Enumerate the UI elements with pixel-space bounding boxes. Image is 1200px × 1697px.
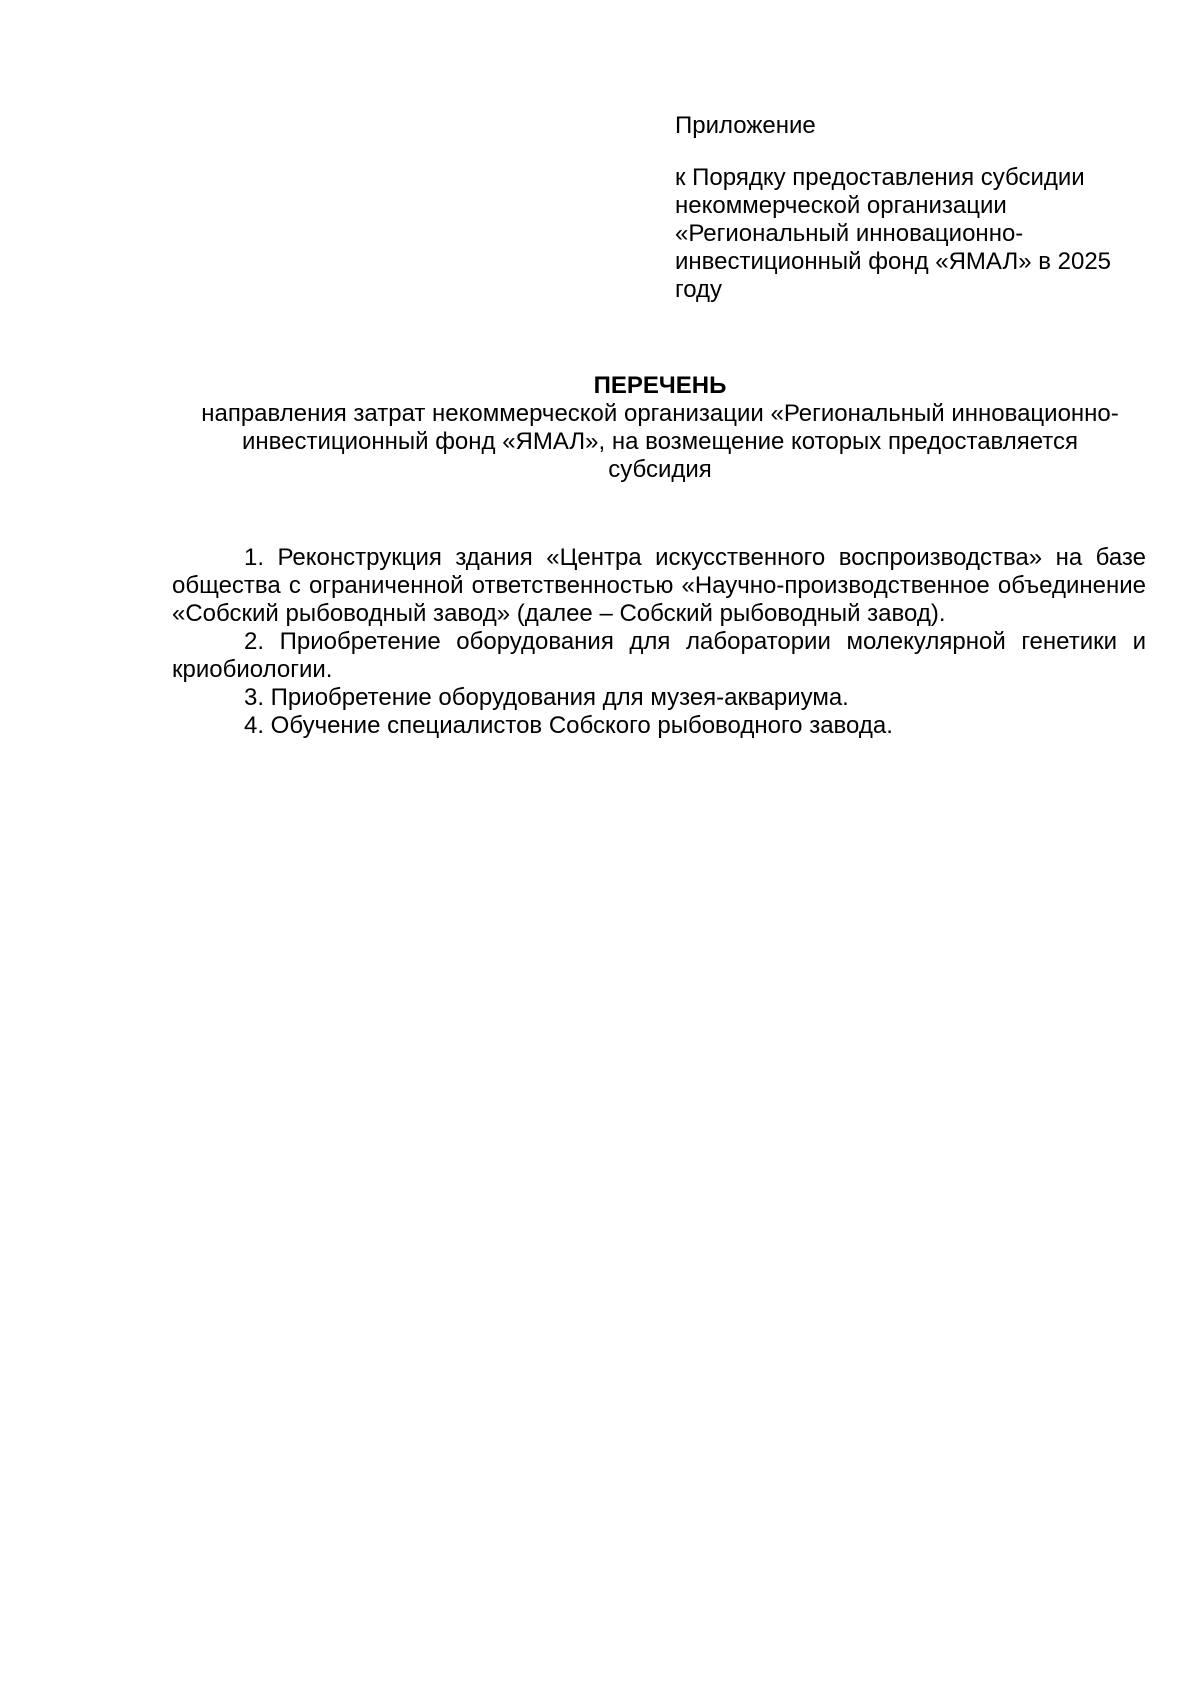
list-item: 2. Приобретение оборудования для лаборатории молекулярной генетики и криобиологии. — [172, 628, 1146, 683]
appendix-title: Приложение — [675, 112, 816, 139]
expense-list — [172, 544, 1146, 740]
appendix-block — [675, 112, 1145, 304]
heading-title: ПЕРЕЧЕНЬ — [593, 372, 727, 399]
list-item: 3. Приобретение оборудования для музея-аквариума. — [244, 684, 849, 711]
list-item: 1. Реконструкция здания «Центра искусственного воспроизводства» на базе общества с ограниченной ответственностью «Научно-производственное объединение «Собский рыбоводный завод» (далее – Собский рыбоводный завод). — [172, 544, 1146, 627]
document-heading — [200, 372, 1120, 484]
list-item: 4. Обучение специалистов Собского рыбоводного завода. — [244, 712, 893, 739]
appendix-text: к Порядку предоставления субсидии некоммерческой организации «Региональный инновационно-инвестиционный фонд «ЯМАЛ» в 2025 году — [675, 164, 1112, 303]
heading-subtitle: направления затрат некоммерческой организации «Региональный инновационно-инвестиционный фонд «ЯМАЛ», на возмещение которых предоставляется субсидия — [201, 400, 1119, 483]
